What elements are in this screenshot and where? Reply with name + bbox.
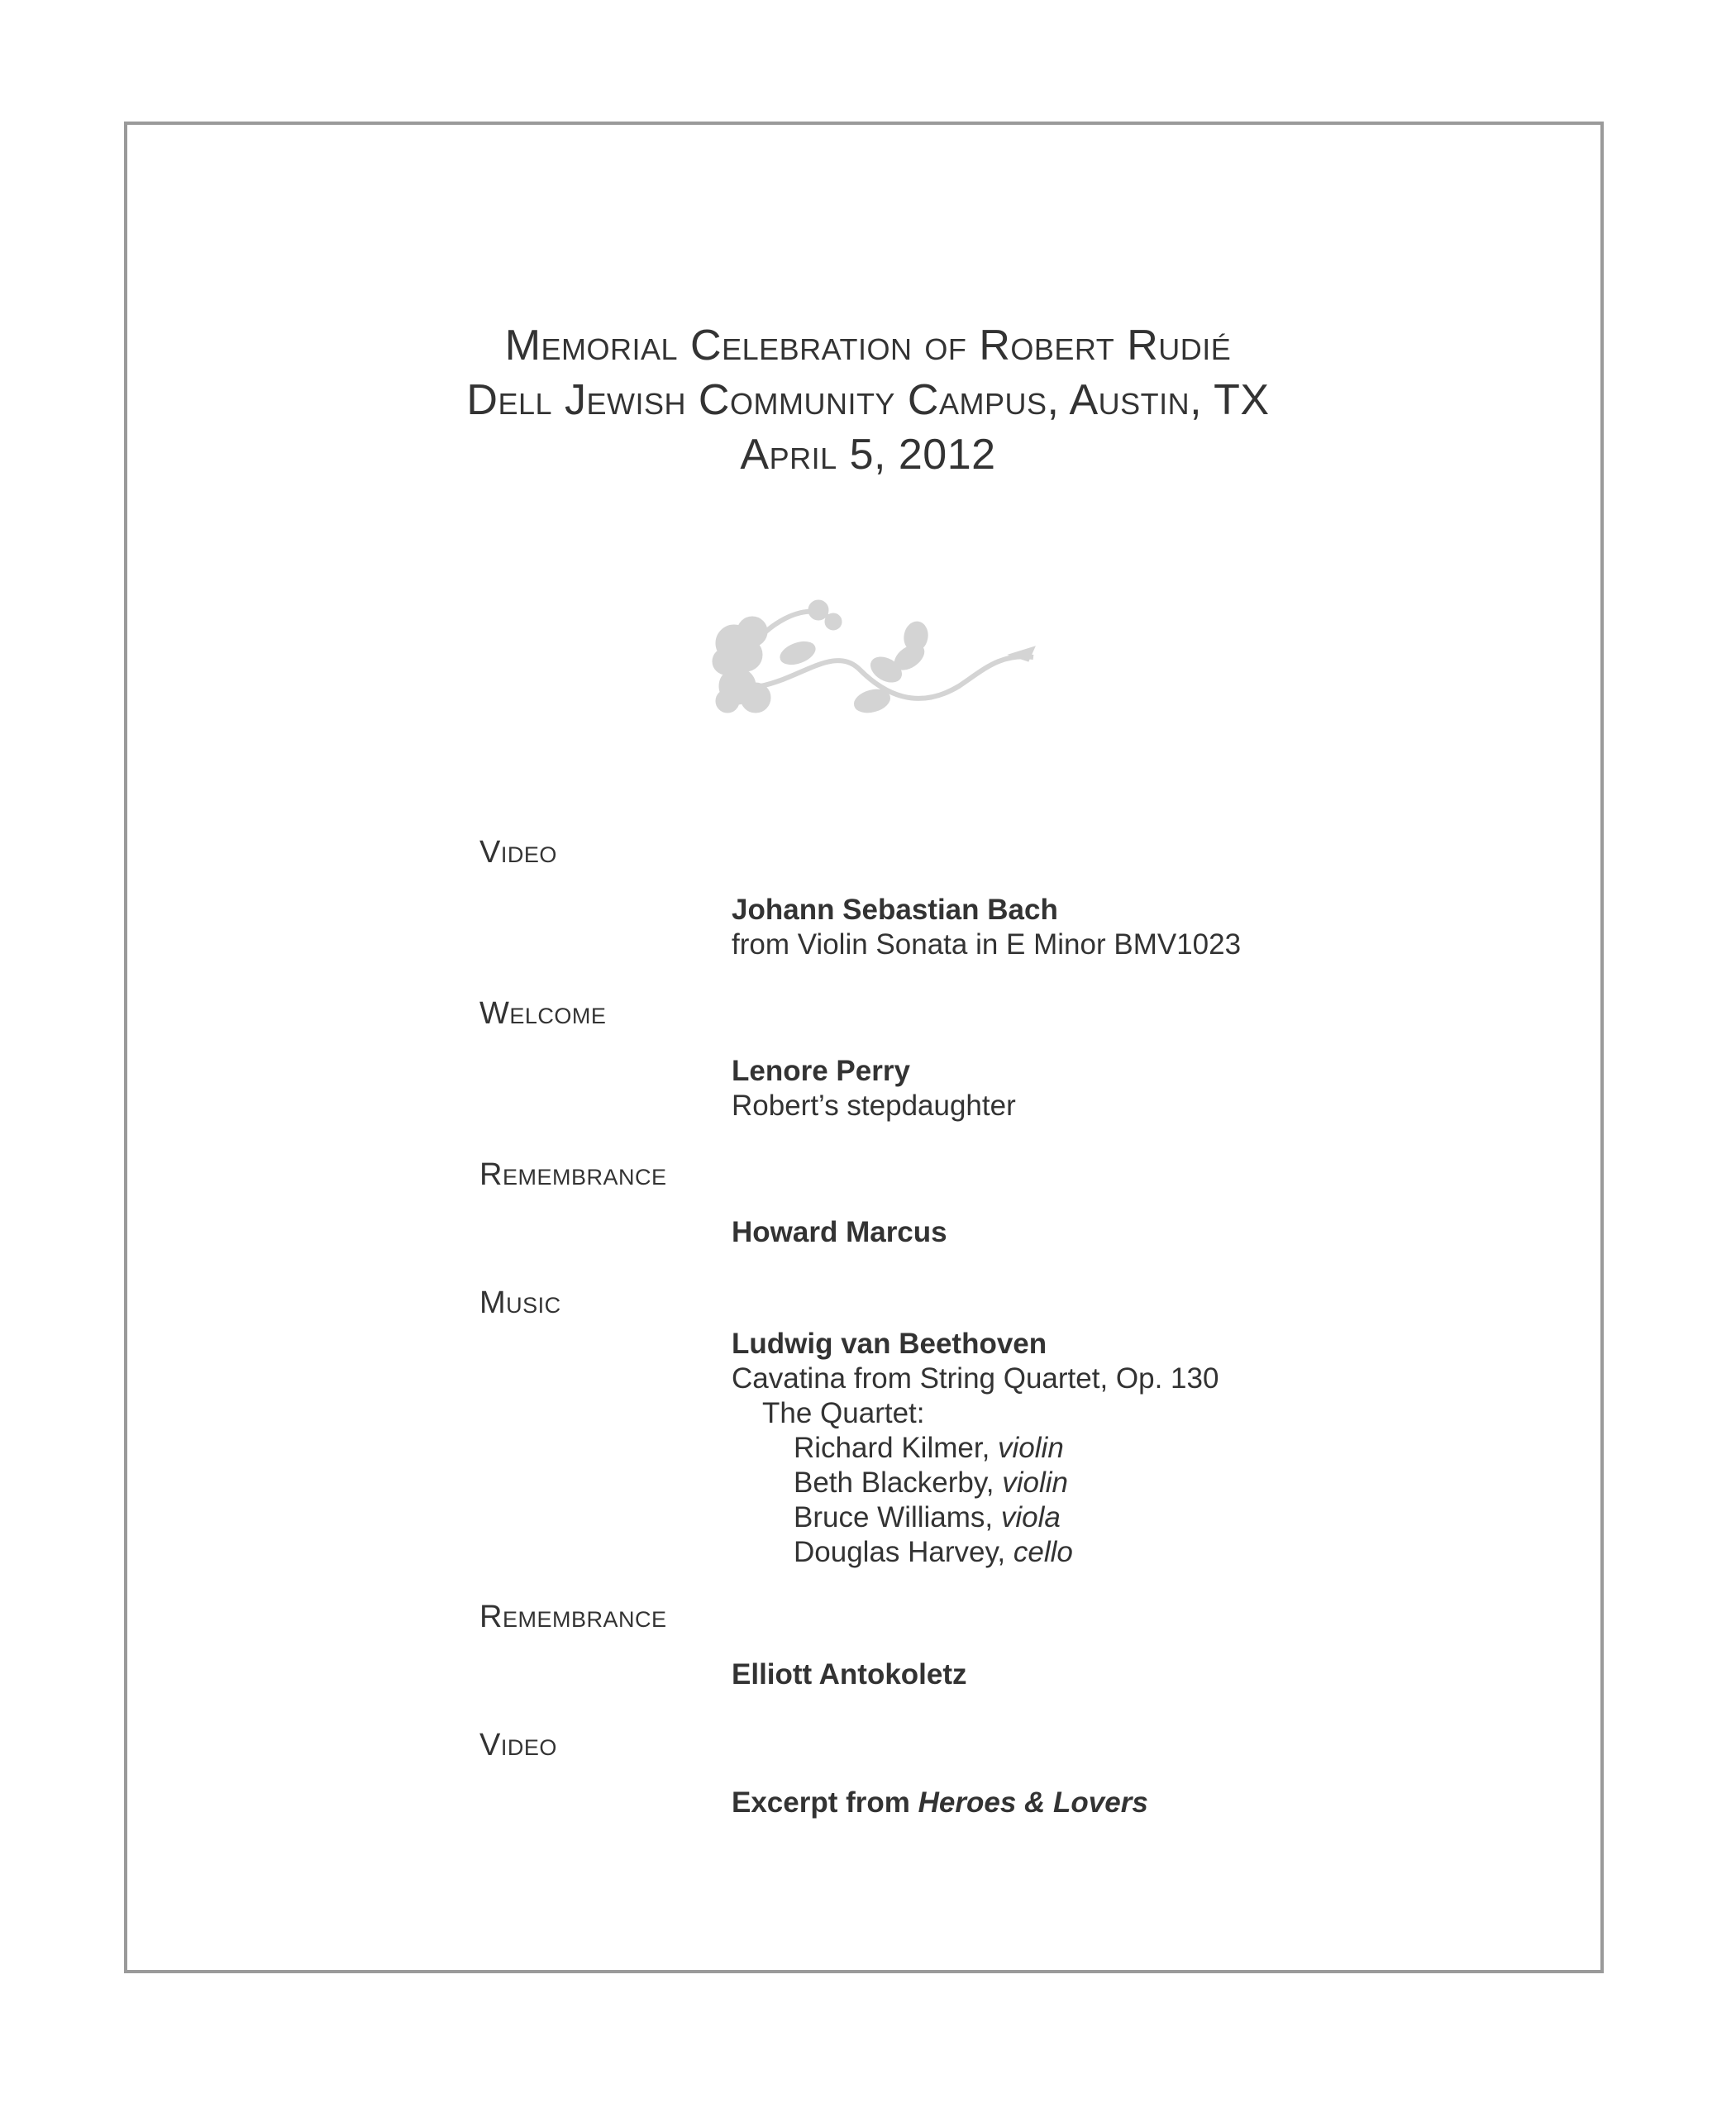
event-venue: Dell Jewish Community Campus, Austin, TX bbox=[466, 376, 1270, 424]
section-label-video: Video bbox=[479, 835, 557, 870]
speaker-name: Howard Marcus bbox=[732, 1216, 947, 1248]
rose-branch-icon bbox=[694, 595, 1042, 719]
player-row bbox=[732, 1500, 1219, 1535]
ensemble-name: The Quartet: bbox=[762, 1397, 925, 1429]
event-date: April 5, 2012 bbox=[740, 431, 996, 479]
program-entry-bach bbox=[732, 893, 1241, 962]
player-instrument: violin bbox=[1002, 1467, 1069, 1499]
speaker-name: Lenore Perry bbox=[732, 1055, 910, 1087]
player-row bbox=[732, 1431, 1219, 1466]
player-instrument: violin bbox=[998, 1432, 1064, 1464]
program-entry-antokoletz bbox=[732, 1657, 967, 1692]
video-title-prefix: Excerpt from bbox=[732, 1786, 918, 1819]
player-name: Douglas Harvey, bbox=[794, 1536, 1013, 1568]
event-title: Memorial Celebration of Robert Rudié bbox=[504, 322, 1232, 370]
program-entry-excerpt bbox=[732, 1786, 1148, 1820]
player-instrument: cello bbox=[1013, 1536, 1073, 1568]
section-label-music: Music bbox=[479, 1285, 561, 1320]
section-label-video: Video bbox=[479, 1728, 557, 1762]
program-entry-perry bbox=[732, 1054, 1016, 1123]
composer-name: Ludwig van Beethoven bbox=[732, 1328, 1047, 1360]
section-label-remembrance: Remembrance bbox=[479, 1600, 667, 1634]
video-title-italic: Heroes & Lovers bbox=[918, 1786, 1148, 1819]
player-name: Richard Kilmer, bbox=[794, 1432, 999, 1464]
piece-description: Cavatina from String Quartet, Op. 130 bbox=[732, 1362, 1219, 1395]
performer-name: Johann Sebastian Bach bbox=[732, 894, 1058, 926]
speaker-name: Elliott Antokoletz bbox=[732, 1658, 967, 1691]
speaker-relation: Robert’s stepdaughter bbox=[732, 1090, 1016, 1122]
section-label-welcome: Welcome bbox=[479, 996, 607, 1031]
player-name: Beth Blackerby, bbox=[794, 1467, 1003, 1499]
player-row bbox=[732, 1535, 1219, 1570]
video-title bbox=[732, 1786, 1148, 1820]
player-name: Bruce Williams, bbox=[794, 1501, 1001, 1533]
program-entry-marcus bbox=[732, 1215, 947, 1250]
player-row bbox=[732, 1466, 1219, 1500]
program-entry-beethoven bbox=[732, 1327, 1219, 1570]
player-instrument: viola bbox=[1000, 1501, 1061, 1533]
section-label-remembrance: Remembrance bbox=[479, 1157, 667, 1192]
piece-description: from Violin Sonata in E Minor BMV1023 bbox=[732, 928, 1242, 961]
